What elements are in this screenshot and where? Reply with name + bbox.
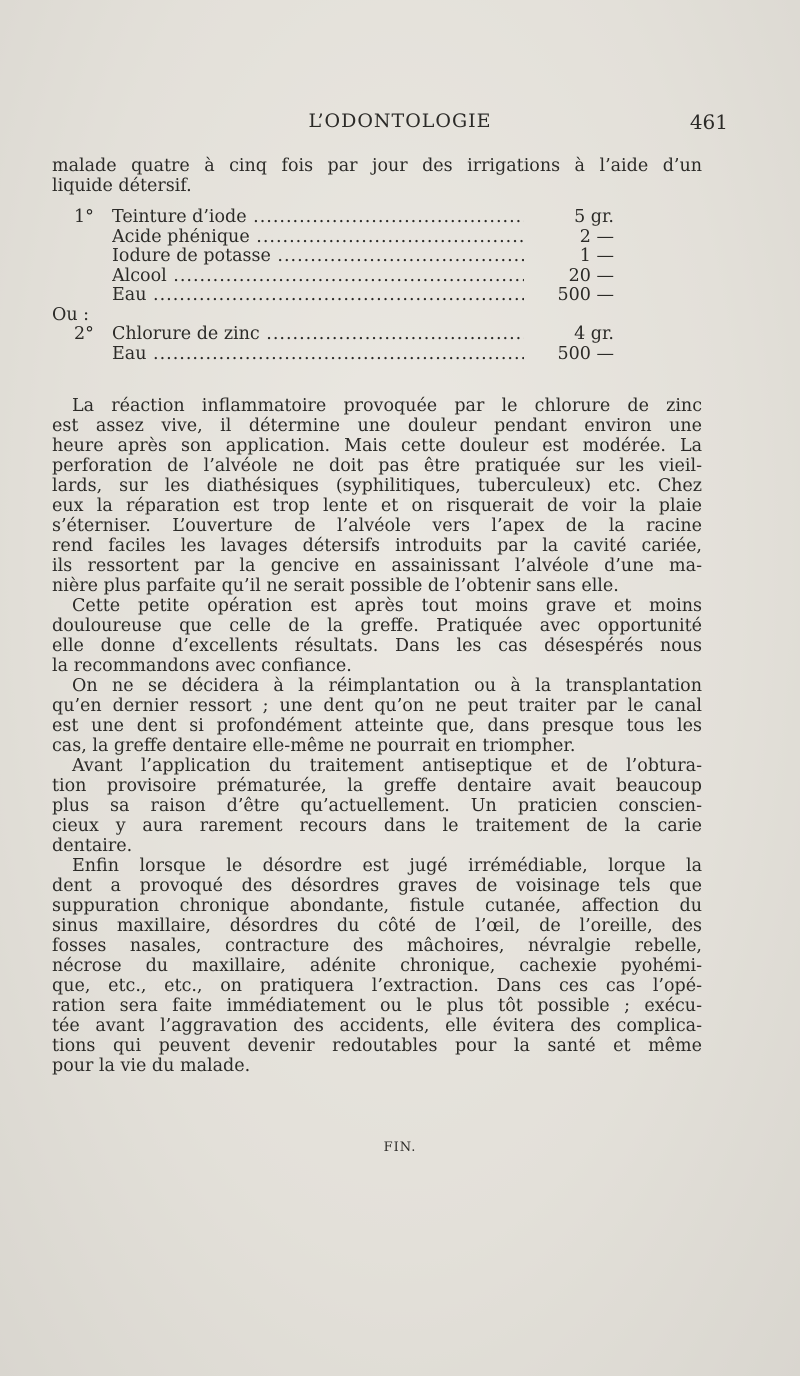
text-line: liquide détersif. [52,176,192,196]
text-line: Avant l’application du traitement antiseptique et de l’obtura- [72,756,702,776]
running-title: L’ODONTOLOGIE [308,110,492,132]
page-number: 461 [689,110,728,134]
ingredient-quantity: 2 — [579,226,614,247]
ingredient-name: Alcool ..... [112,267,524,287]
recipe-item [52,345,612,365]
intro-paragraph [52,156,702,196]
text-line: tée avant l’aggravation des accidents, elle évitera des complica- [52,1016,702,1036]
text-line: nière plus parfaite qu’il ne serait possible de l’obtenir sans elle. [52,576,619,596]
ingredient-name: Eau ..... [112,286,524,306]
text-line: tions qui peuvent devenir redoutables pour la santé et même [52,1036,702,1056]
text-line: On ne se décidera à la réimplantation ou à la transplantation [72,676,702,696]
recipe-number: 1° [74,207,94,227]
paragraph [52,396,702,596]
recipe-item [52,208,612,228]
paragraph [52,756,702,856]
recipe-item [52,247,612,267]
alternative-label-line [52,306,612,326]
recipe-item [52,267,612,287]
text-line: malade quatre à cinq fois par jour des irrigations à l’aide d’un [52,156,702,176]
text-line: Enfin lorsque le désordre est jugé irrémédiable, lorque la [72,856,702,876]
end-marker: FIN. [383,1140,417,1155]
body-text [52,396,702,1076]
text-line: qu’en dernier ressort ; une dent qu’on ne peut traiter par le canal [52,696,702,716]
text-line: La réaction inflammatoire provoquée par le chlorure de zinc [72,396,702,416]
text-line: eux la réparation est trop lente et on risquerait de voir la plaie [52,496,702,516]
text-line: tion provisoire prématurée, la greffe dentaire avait beaucoup [52,776,702,796]
text-line: lards, sur les diathésiques (syphilitiques, tuberculeux) etc. Chez [52,476,702,496]
ingredient-name: Iodure de potasse ..... [112,247,524,267]
paragraph [52,856,702,1076]
text-line: plus sa raison d’être qu’actuellement. Un praticien conscien- [52,796,702,816]
ingredient-quantity: 500 — [557,343,614,364]
ingredient-quantity: 500 — [557,285,614,305]
text-line: perforation de l’alvéole ne doit pas être pratiquée sur les vieil- [52,456,702,476]
text-line: est une dent si profondément atteinte que, dans presque tous les [52,716,702,736]
ingredient-name: Teinture d’iode ..... [112,208,524,228]
text-line: pour la vie du malade. [52,1056,251,1076]
text-line: suppuration chronique abondante, fistule cutanée, affection du [52,896,702,916]
ingredient-quantity: 4 gr. [574,324,614,344]
text-line: nécrose du maxillaire, adénite chronique, cachexie pyohémi- [52,956,702,976]
text-line: dent a provoqué des désordres graves de voisinage tels que [52,876,702,896]
ingredient-quantity: 20 — [568,265,614,286]
text-line: elle donne d’excellents résultats. Dans les cas désespérés nous [52,636,702,656]
text-line: ration sera faite immédiatement ou le plus tôt possible ; exécu- [52,996,702,1016]
text-line: ils ressortent par la gencive en assainissant l’alvéole d’une ma- [52,556,702,576]
page-header [40,110,760,140]
ingredient-quantity: 5 gr. [574,207,614,227]
text-line: fosses nasales, contracture des mâchoires, névralgie rebelle, [52,936,702,956]
text-line: cieux y aura rarement recours dans le traitement de la carie [52,816,702,836]
text-line: rend faciles les lavages détersifs introduits par la cavité cariée, [52,536,702,556]
ingredient-name: Acide phénique ..... [112,228,524,248]
ingredient-quantity: 1 — [579,246,614,266]
recipe-item [52,286,612,306]
text-line: est assez vive, il détermine une douleur pendant environ une [52,416,702,436]
text-line: dentaire. [52,836,133,856]
text-line: douloureuse que celle de la greffe. Pratiquée avec opportunité [52,616,702,636]
paragraph [52,676,702,756]
paragraph [52,596,702,676]
ingredient-name: Eau ..... [112,345,524,365]
text-line: cas, la greffe dentaire elle-même ne pourrait en triompher. [52,736,576,756]
text-line: sinus maxillaire, désordres du côté de l’œil, de l’oreille, des [52,916,702,936]
recipe-item [52,325,612,345]
recipe-item [52,228,612,248]
text-line: heure après son application. Mais cette douleur est modérée. La [52,436,702,456]
text-line: s’éterniser. L’ouverture de l’alvéole vers l’apex de la racine [52,516,702,536]
text-line: que, etc., etc., on pratiquera l’extraction. Dans ces cas l’opé- [52,976,702,996]
text-line: la recommandons avec confiance. [52,656,352,676]
alternative-label: Ou : [52,304,90,325]
recipe-number: 2° [74,324,94,344]
recipe-list-1 [52,208,612,364]
ingredient-name: Chlorure de zinc ..... [112,325,524,345]
text-line: Cette petite opération est après tout moins grave et moins [72,596,702,616]
